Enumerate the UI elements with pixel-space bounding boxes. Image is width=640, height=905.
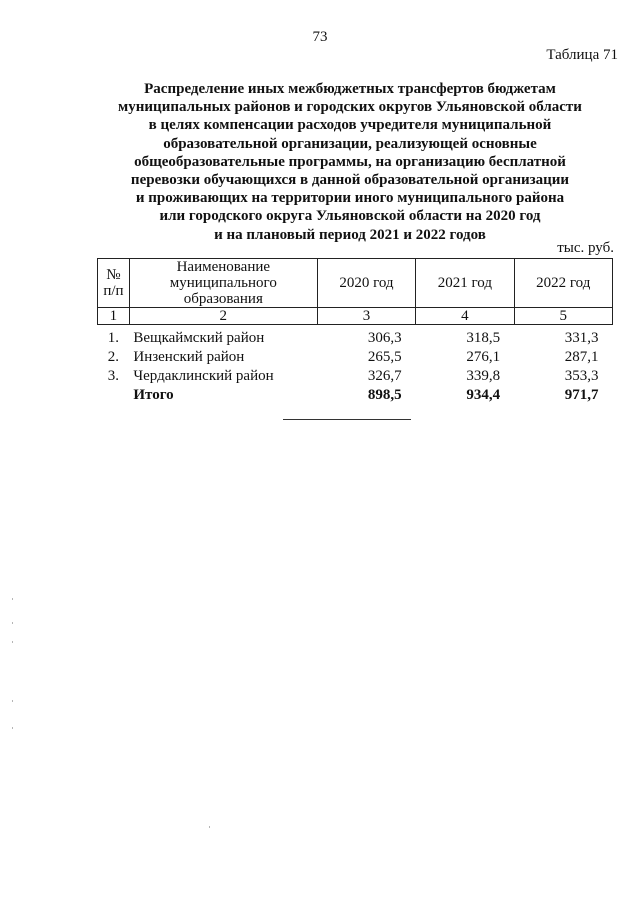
table-row (98, 348, 613, 367)
title-line: общеобразовательные программы, на организацию бесплатной (134, 153, 566, 170)
total-label: Итого (133, 387, 174, 403)
total-value-2022: 971,7 (564, 387, 599, 403)
column-number: 1 (98, 308, 130, 325)
end-rule (283, 419, 411, 420)
header-num (98, 259, 130, 308)
row-value-2021: 276,1 (466, 349, 501, 365)
row-value-2020: 326,7 (367, 368, 402, 384)
title-line: перевозки обучающихся в данной образовательной организации (130, 172, 570, 189)
row-name: Чердаклинский район (133, 368, 274, 384)
row-value-2022: 331,3 (564, 330, 599, 346)
title-line: муниципальных районов и городских округов Ульяновской области (118, 99, 582, 116)
title-line: образовательной организации, реализующей основные (163, 135, 537, 152)
column-number: 3 (317, 308, 415, 325)
units-label: тыс. руб. (557, 240, 614, 256)
scan-speck (12, 700, 13, 702)
table-header (98, 259, 613, 325)
table-row (98, 325, 613, 349)
page-number: 73 (312, 29, 328, 45)
row-number: 1. (107, 330, 120, 346)
row-number: 3. (107, 368, 120, 384)
column-number: 5 (514, 308, 612, 325)
scan-speck (12, 727, 13, 729)
title-line: Распределение иных межбюджетных трансфертов бюджетам (144, 81, 556, 97)
table-label: Таблица 71 (546, 47, 618, 63)
header-name (129, 259, 317, 308)
document-title (100, 80, 600, 244)
header-num-line2: п/п (103, 283, 124, 299)
header-name-line1: Наименование (176, 259, 271, 275)
row-name: Инзенский район (133, 349, 245, 365)
total-value-2021: 934,4 (466, 387, 501, 403)
total-row (98, 386, 613, 405)
row-name: Вещкаймский район (133, 330, 265, 346)
scan-speck (209, 826, 210, 828)
title-line: и проживающих на территории иного муниципального района (135, 190, 565, 207)
total-number (98, 386, 130, 405)
total-value-2020: 898,5 (367, 387, 402, 403)
header-num-line1: № (106, 267, 121, 283)
scan-speck (12, 641, 13, 643)
table-row (98, 367, 613, 386)
scan-speck (12, 598, 13, 600)
row-value-2022: 287,1 (564, 349, 599, 365)
header-2021: 2021 год (416, 259, 514, 308)
row-number: 2. (107, 349, 120, 365)
row-value-2022: 353,3 (564, 368, 599, 384)
title-line: и на плановый период 2021 и 2022 годов (214, 226, 486, 243)
column-number: 4 (416, 308, 514, 325)
transfer-table (97, 258, 613, 405)
scan-speck (12, 622, 13, 624)
header-name-line2: муниципального образования (169, 275, 277, 307)
row-value-2021: 339,8 (466, 368, 501, 384)
column-number: 2 (129, 308, 317, 325)
row-value-2021: 318,5 (466, 330, 501, 346)
row-value-2020: 265,5 (367, 349, 402, 365)
column-number-row (98, 308, 613, 325)
title-line: или городского округа Ульяновской области на 2020 год (159, 208, 541, 225)
header-row (98, 259, 613, 308)
title-line: в целях компенсации расходов учредителя муниципальной (148, 117, 552, 134)
row-value-2020: 306,3 (367, 330, 402, 346)
header-2020: 2020 год (317, 259, 415, 308)
header-2022: 2022 год (514, 259, 612, 308)
table-body (98, 325, 613, 406)
